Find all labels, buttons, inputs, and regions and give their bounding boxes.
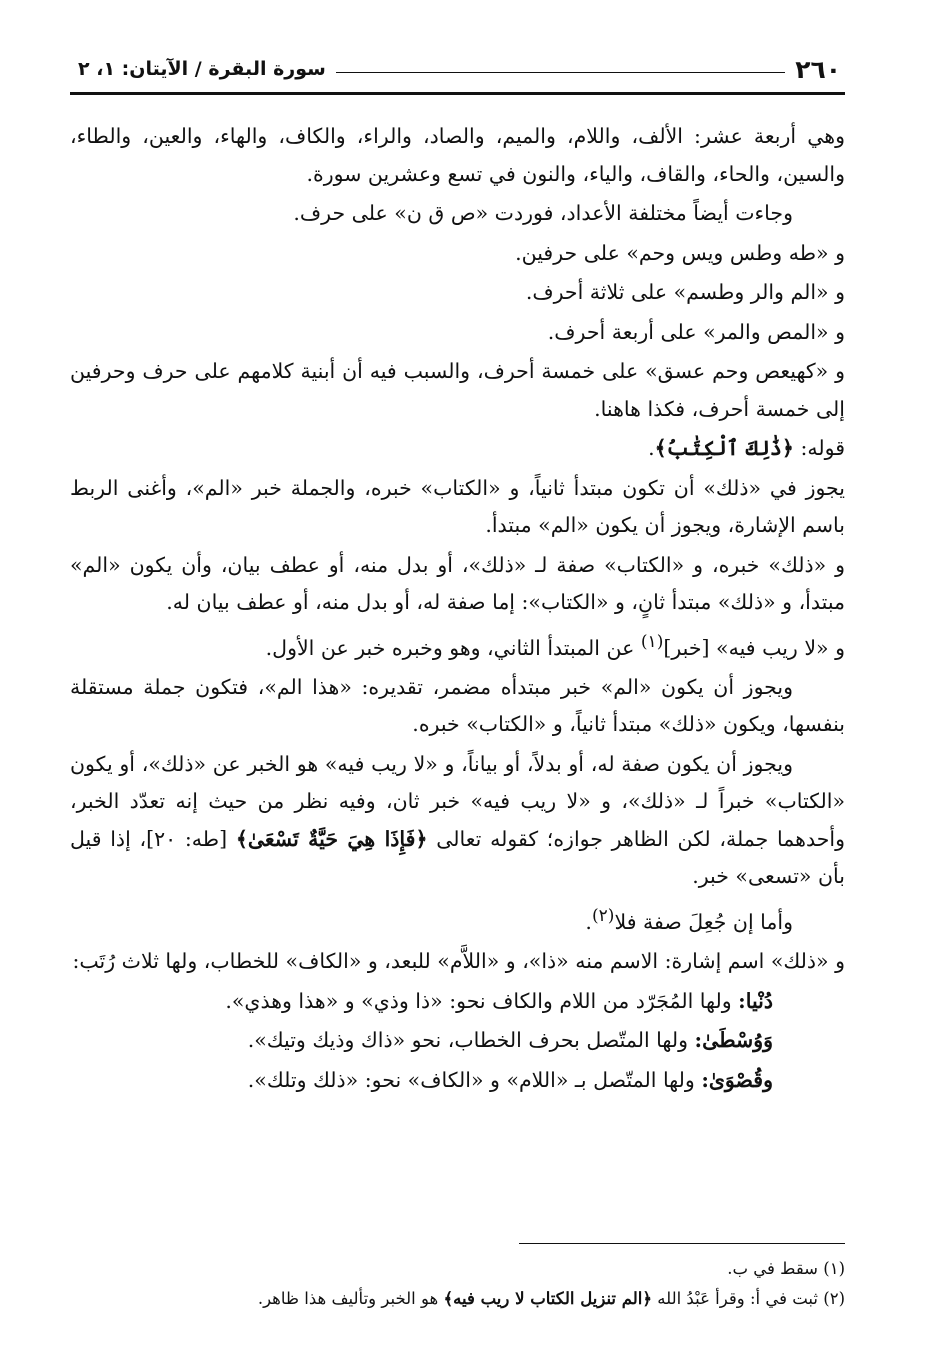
paragraph: يجوز في «ذلك» أن تكون مبتدأ ثانياً، و «الكتاب» خبره، والجملة خبر «الم»، وأغنى الربط باسم الإشارة، ويجوز أن يكون «الم» مبتدأ. xyxy=(70,475,845,537)
rank-name: وَوُسْطَىٰ: xyxy=(694,1028,773,1053)
text-segment: ويجوز أن يكون صفة له، أو بدلاً، أو بياناً، و «لا ريب فيه» هو الخبر عن «ذلك»، أو يكون «الكتاب» خبراً لـ «ذلك»، و «لا ريب فيه» خبر ثان، وفيه نظر من حيث إنه تعدّد الخبر، وأحدهما جملة، لكن الظاهر جوازه؛ كقوله تعالى xyxy=(70,751,845,851)
paragraph: وهي أربعة عشر: الألف، واللام، والميم، والصاد، والراء، والكاف، والهاء، والعين، والطاء، والسين، والحاء، والقاف، والياء، والنون في تسع وعشرين سورة. xyxy=(70,124,845,186)
text-segment: (٢) ثبت في أ: وقرأ عَبْدُ الله xyxy=(652,1289,845,1308)
text-segment: . xyxy=(585,909,592,934)
paragraph xyxy=(70,746,845,896)
header-dash-line xyxy=(336,72,785,73)
paragraph: و «الم والر وطسم» على ثلاثة أحرف. xyxy=(525,280,845,304)
paragraph xyxy=(70,898,845,941)
quran-verse: ﴿فَإِذَا هِيَ حَيَّةٌ تَسْعَىٰ﴾ xyxy=(235,826,428,851)
text-segment: [طه: ٢٠]، إذا قيل بأن «تسعى» خبر. xyxy=(70,826,845,889)
text-segment: وأما إن جُعِلَ صفة فلا xyxy=(614,909,793,934)
footnote-ref: (١) xyxy=(640,631,664,652)
rank-item xyxy=(70,983,845,1021)
paragraph xyxy=(70,624,845,667)
footnote-separator xyxy=(519,1243,845,1244)
text-segment: قوله: xyxy=(793,436,845,460)
text-segment: عن المبتدأ الثاني، وهو وخبره خبر عن الأول. xyxy=(265,635,641,660)
rank-name: وقُصْوَىٰ: xyxy=(701,1067,773,1092)
paragraph: و «طه وطس ويس وحم» على حرفين. xyxy=(515,240,845,265)
rank-item xyxy=(70,1062,845,1100)
rank-name: دُنْيا: xyxy=(738,988,773,1013)
body-text xyxy=(70,118,845,1101)
rank-text: ولها المُجَرّد من اللام والكاف نحو: «ذا وذي» و «هذا وهذي». xyxy=(225,988,739,1013)
paragraph: و «ذلك» اسم إشارة: الاسم منه «ذا»، و «اللاَّم» للبعد، و «الكاف» للخطاب، ولها ثلاث رُتَب: xyxy=(72,949,845,974)
footnote xyxy=(70,1284,845,1314)
paragraph: و «ذلك» خبره، و «الكتاب» صفة لـ «ذلك»، أو بدل منه، أو عطف بيان، وأن يكون «الم» مبتدأ، و «ذلك» مبتدأ ثانٍ، و «الكتاب»: إما صفة له، أو بدل منه، أو عطف بيان له. xyxy=(70,552,845,614)
page-number: ٢٦٠ xyxy=(795,54,841,84)
paragraph: و «كهيعص وحم عسق» على خمسة أحرف، والسبب فيه أن أبنية كلامهم على حرف وحرفين إلى خمسة أحرف، فكذا هاهنا. xyxy=(70,359,845,421)
quran-verse: ﴿ذَٰلِكَ ٱلْكِتَٰبُ﴾ xyxy=(654,436,794,460)
paragraph: ويجوز أن يكون «الم» خبر مبتدأه مضمر، تقديره: «هذا الم»، فتكون جملة مستقلة بنفسها، ويكون «ذلك» مبتدأ ثانياً، و «الكتاب» خبره. xyxy=(70,674,845,737)
rank-item xyxy=(70,1022,845,1060)
paragraph: وجاءت أيضاً مختلفة الأعداد، فوردت «ص ق ن» على حرف. xyxy=(293,201,793,225)
quran-verse: ﴿الم تنزيل الكتاب لا ريب فيه﴾ xyxy=(443,1289,653,1308)
running-title: سورة البقرة / الآيتان: ١، ٢ xyxy=(78,58,326,80)
text-segment: و «لا ريب فيه» [خبر] xyxy=(663,635,845,660)
footnotes xyxy=(70,1254,845,1314)
text-segment: هو الخبر وتأليف هذا ظاهر. xyxy=(257,1289,444,1308)
paragraph xyxy=(70,430,845,468)
document-page xyxy=(70,40,845,1340)
header-rule xyxy=(70,92,845,95)
rank-text: ولها المتّصل بـ «اللام» و «الكاف» نحو: «ذلك وتلك». xyxy=(247,1067,702,1092)
footnote-ref: (٢) xyxy=(591,905,615,926)
page-header xyxy=(70,48,845,90)
footnote: (١) سقط في ب. xyxy=(727,1259,845,1278)
rank-text: ولها المتّصل بحرف الخطاب، نحو «ذاك وذيك وتيك». xyxy=(247,1028,695,1053)
text-segment: . xyxy=(648,436,655,460)
paragraph: و «المص والمر» على أربعة أحرف. xyxy=(547,319,845,344)
